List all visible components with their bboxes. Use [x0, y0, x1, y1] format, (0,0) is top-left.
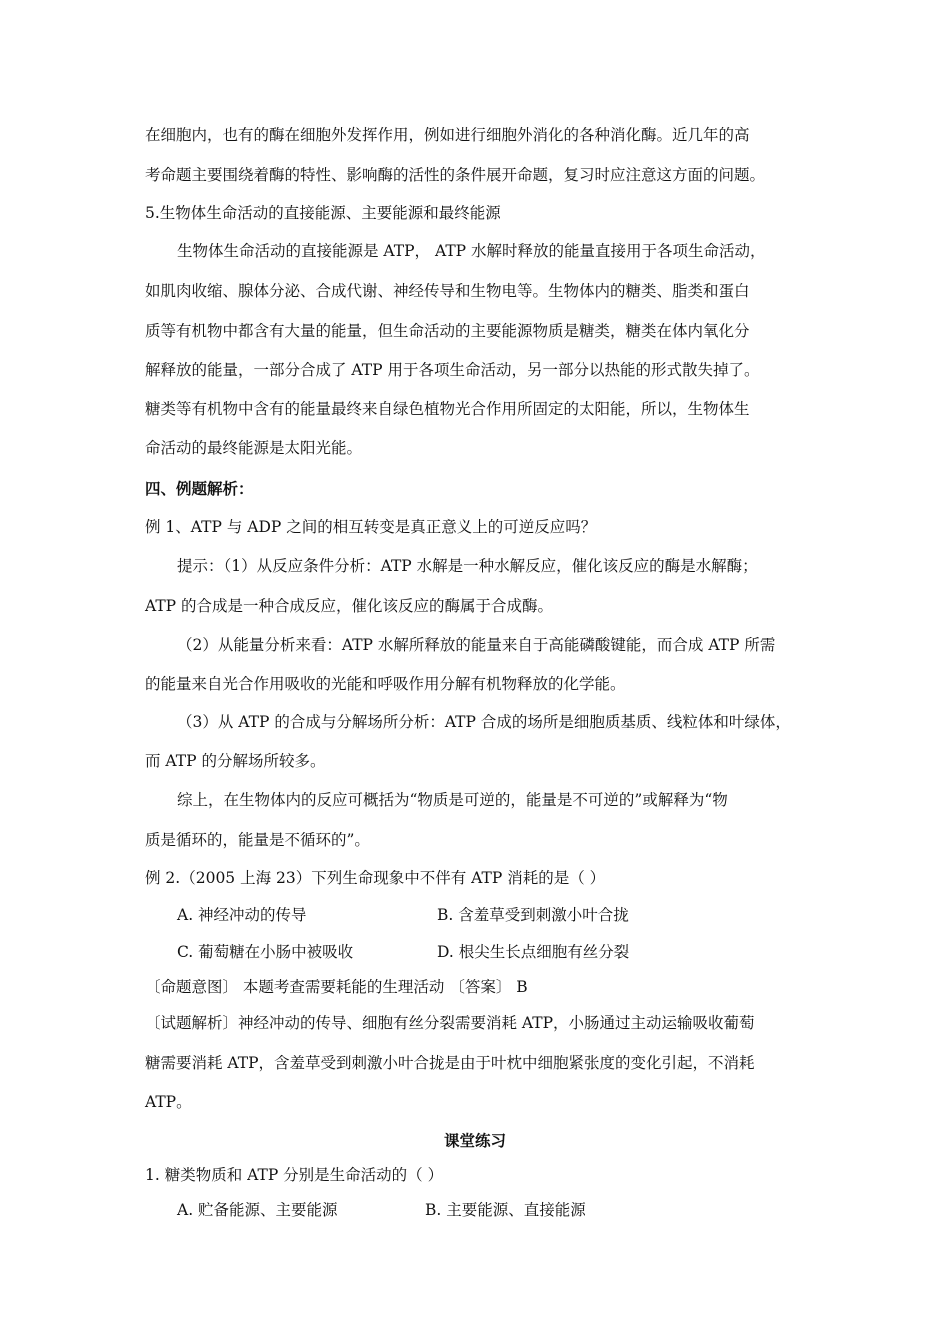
text-line: 质是循环的，能量是不循环的”。 [145, 831, 370, 849]
option-d: D. 根尖生长点细胞有丝分裂 [437, 943, 630, 961]
question-line: 例 2.（2005 上海 23）下列生命现象中不伴有 ATP 消耗的是（ ） [145, 869, 606, 887]
text-line: 糖需要消耗 ATP，含羞草受到刺激小叶合拢是由于叶枕中细胞紧张度的变化引起，不消耗 [145, 1054, 755, 1072]
option-a: A. 神经冲动的传导 [177, 906, 307, 924]
text-line: 命活动的最终能源是太阳光能。 [145, 439, 363, 457]
section-title: 课堂练习 [443, 1132, 506, 1150]
text-line: 综上，在生物体内的反应可概括为“物质是可逆的，能量是不可逆的”或解释为“物 [177, 791, 728, 809]
text-line: 考命题主要围绕着酶的特性、影响酶的活性的条件展开命题，复习时应注意这方面的问题。 [145, 166, 766, 184]
text-line: 的能量来自光合作用吸收的光能和呼吸作用分解有机物释放的化学能。 [145, 675, 626, 693]
option-a: A. 贮备能源、主要能源 [177, 1201, 338, 1219]
question-line: 例 1、ATP 与 ADP 之间的相互转变是真正意义上的可逆反应吗？ [145, 518, 597, 536]
text-line: 质等有机物中都含有大量的能量，但生命活动的主要能源物质是糖类，糖类在体内氧化分 [145, 322, 750, 340]
answer-line: 〔命题意图〕 本题考查需要耗能的生理活动 〔答案〕 B [145, 978, 528, 996]
option-b: B. 含羞草受到刺激小叶合拢 [437, 906, 629, 924]
text-line: 生物体生命活动的直接能源是 ATP， ATP 水解时释放的能量直接用于各项生命活动， [177, 242, 766, 260]
text-line: 〔试题解析〕神经冲动的传导、细胞有丝分裂需要消耗 ATP，小肠通过主动运输吸收葡萄 [145, 1014, 755, 1032]
text-line: 解释放的能量，一部分合成了 ATP 用于各项生命活动，另一部分以热能的形式散失掉了。 [145, 361, 760, 379]
option-b: B. 主要能源、直接能源 [425, 1201, 586, 1219]
text-line: ATP 的合成是一种合成反应，催化该反应的酶属于合成酶。 [145, 597, 554, 615]
section-heading: 四、例题解析： [145, 480, 254, 498]
question-line: 1. 糖类物质和 ATP 分别是生命活动的（ ） [145, 1166, 444, 1184]
text-line: （3）从 ATP 的合成与分解场所分析：ATP 合成的场所是细胞质基质、线粒体和叶绿体， [177, 713, 791, 731]
text-line: 在细胞内，也有的酶在细胞外发挥作用，例如进行细胞外消化的各种消化酶。近几年的高 [145, 126, 750, 144]
text-line: 而 ATP 的分解场所较多。 [145, 752, 326, 770]
text-line: （2）从能量分析来看：ATP 水解所释放的能量来自于高能磷酸键能，而合成 ATP 所需 [177, 636, 776, 654]
text-line: 提示：（1）从反应条件分析：ATP 水解是一种水解反应，催化该反应的酶是水解酶； [177, 557, 758, 575]
text-line: ATP。 [145, 1093, 192, 1111]
option-c: C. 葡萄糖在小肠中被吸收 [177, 943, 354, 961]
section-heading: 5.生物体生命活动的直接能源、主要能源和最终能源 [145, 204, 501, 222]
text-line: 糖类等有机物中含有的能量最终来自绿色植物光合作用所固定的太阳能，所以，生物体生 [145, 400, 750, 418]
text-line: 如肌肉收缩、腺体分泌、合成代谢、神经传导和生物电等。生物体内的糖类、脂类和蛋白 [145, 282, 750, 300]
